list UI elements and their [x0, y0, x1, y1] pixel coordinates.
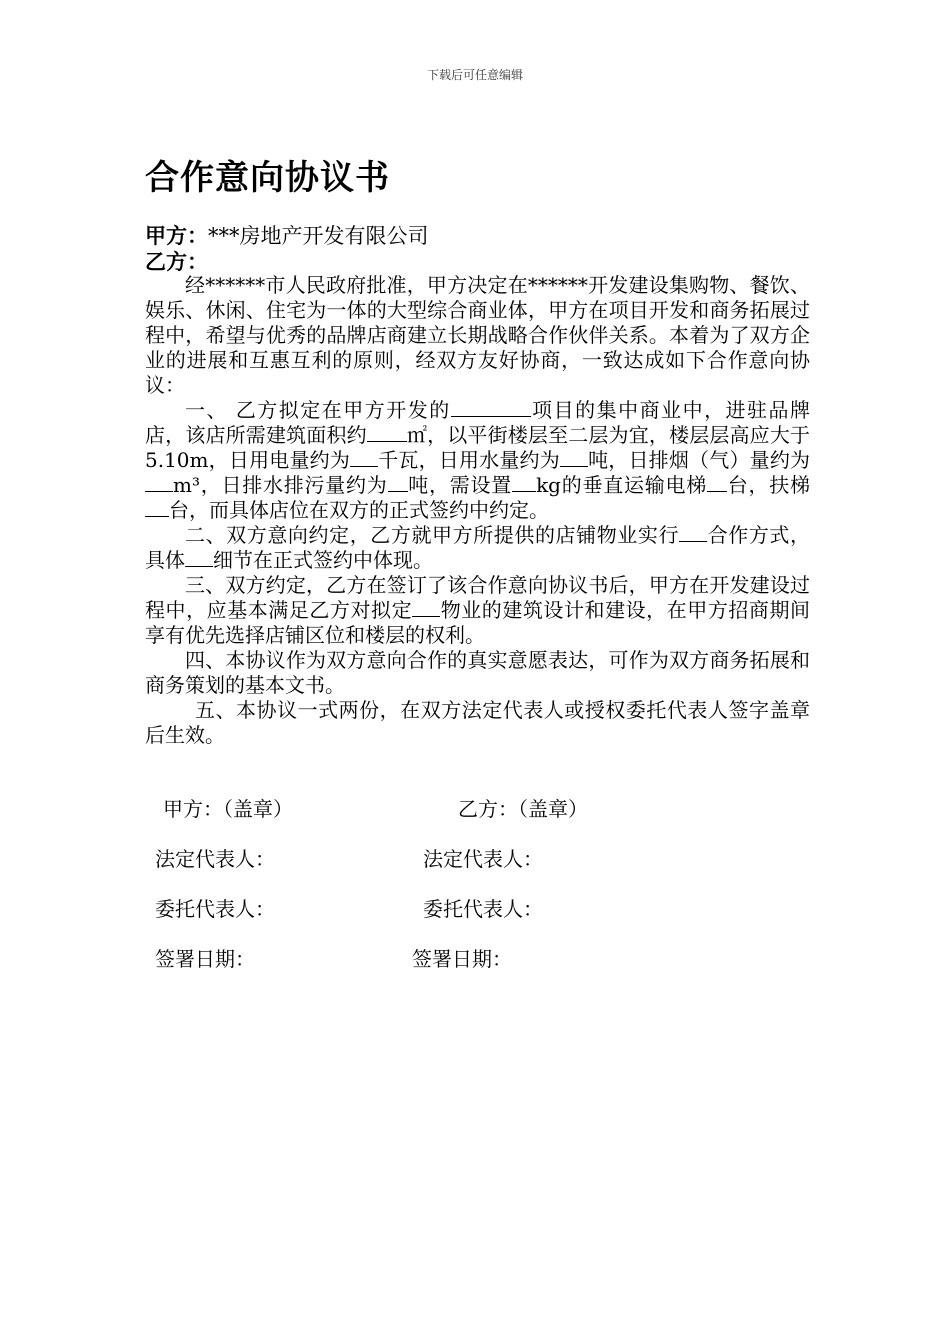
clause-1-text: m³，日排水排污量约为 — [173, 473, 388, 497]
clause-2-text: 细节在正式签约中体现。 — [213, 548, 433, 572]
blank-field — [451, 398, 531, 417]
party-a-line — [145, 224, 429, 249]
blank-field — [560, 448, 588, 467]
clause-1-text: 项目的集中商业中，进驻品牌店，该店所需建筑面积约 — [145, 398, 811, 447]
party-b-line — [145, 250, 208, 275]
clause-1-text: 吨，需设置 — [407, 473, 513, 497]
clause-2 — [145, 523, 810, 573]
clause-1-text: ㎡，以平街楼层至二层为宜，楼层层高应大于5.10m，日用电量约为 — [145, 423, 811, 472]
blank-field — [388, 473, 408, 492]
clause-2-text: 二、双方意向约定，乙方就甲方所提供的店铺物业实行 — [185, 523, 680, 547]
blank-field — [679, 523, 707, 542]
party-a-authorized-rep: 委托代表人： — [155, 897, 275, 921]
document-title: 合作意向协议书 — [145, 158, 390, 198]
party-a-legal-rep: 法定代表人： — [155, 847, 275, 871]
party-b-label: 乙方： — [145, 250, 208, 274]
clause-3 — [145, 573, 810, 648]
party-b-authorized-rep: 委托代表人： — [423, 897, 543, 921]
party-b-legal-rep: 法定代表人： — [423, 847, 543, 871]
party-a-label: 甲方： — [145, 224, 208, 248]
intro-paragraph: 经******市人民政府批准，甲方决定在******开发建设集购物、餐饮、娱乐、休闲、住宅为一体的大型综合商业体，甲方在项目开发和商务拓展过程中，希望与优秀的品牌店商建立长期战略合作伙伴关系。本着为了双方企业的进展和互惠互利的原则，经双方友好协商，一致达成如下合作意向协议： — [145, 273, 810, 397]
clause-1-text: 千瓦，日用水量约为 — [378, 448, 560, 472]
clause-3-text: 物业的建筑设计和建设，在甲方招商期间享有优先选择店铺区位和楼层的权利。 — [145, 598, 811, 647]
blank-field — [185, 548, 213, 567]
clause-1 — [145, 398, 810, 523]
blank-field — [512, 473, 536, 492]
party-b-seal: 乙方：（盖章） — [458, 797, 588, 821]
clause-1-text: 吨，日排烟（气）量约为 — [587, 448, 811, 472]
party-b-sign-date: 签署日期： — [412, 947, 512, 971]
blank-field — [412, 598, 440, 617]
blank-field — [145, 473, 173, 492]
blank-field — [367, 423, 407, 442]
party-a-value: ***房地产开发有限公司 — [208, 224, 429, 248]
blank-field — [707, 473, 727, 492]
agreement-body — [145, 273, 810, 748]
party-a-sign-date: 签署日期： — [155, 947, 255, 971]
blank-field — [350, 448, 378, 467]
clause-1-text: kg的垂直运输电梯 — [536, 473, 708, 497]
clause-1-text: 台，而具体店位在双方的正式签约中约定。 — [169, 498, 549, 522]
clause-1-text: 台，扶梯 — [727, 473, 811, 497]
clause-1-text: 一、 乙方拟定在甲方开发的 — [185, 398, 451, 422]
clause-4: 四、本协议作为双方意向合作的真实意愿表达，可作为双方商务拓展和商务策划的基本文书。 — [145, 648, 810, 697]
clause-3-text: 三、双方约定，乙方在签订了该合作意向协议书后，甲方在开发建设过程中，应基本满足乙方对拟定 — [145, 573, 810, 622]
clause-5: 五、本协议一式两份，在双方法定代表人或授权委托代表人签字盖章后生效。 — [145, 698, 810, 747]
header-note: 下载后可任意编辑 — [426, 68, 523, 82]
blank-field — [145, 498, 169, 517]
clause-2-text: 合作方式，具体 — [145, 523, 811, 572]
party-a-seal: 甲方：（盖章） — [163, 797, 293, 821]
